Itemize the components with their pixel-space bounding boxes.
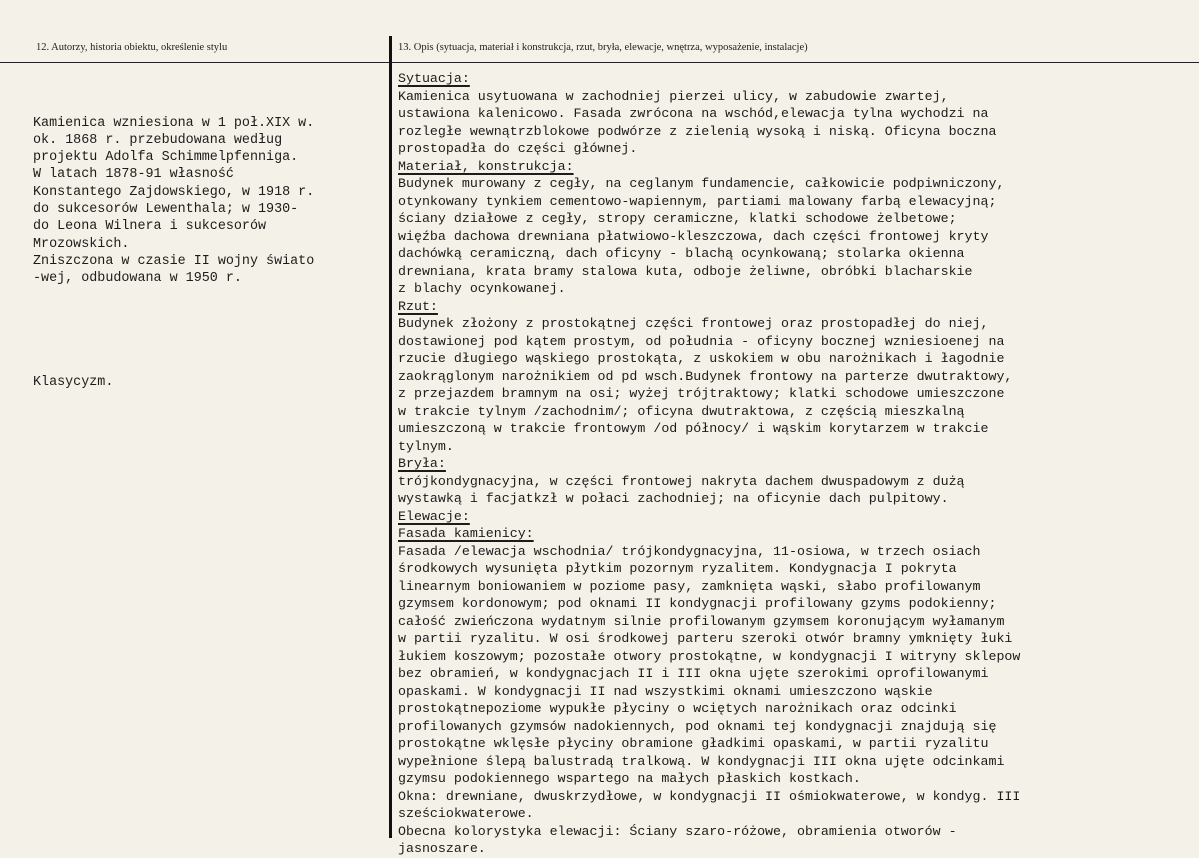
description-line: środkowych wysunięta płytkim pozornym ryzalitem. Kondygnacja I pokryta bbox=[398, 561, 957, 576]
description-line: trójkondygnacyjna, w części frontowej nakryta dachem dwuspadowym z dużą bbox=[398, 473, 965, 489]
history-line: do Leona Wilnera i sukcesorów bbox=[33, 219, 267, 235]
description-column bbox=[398, 70, 1198, 858]
form-header bbox=[0, 0, 1199, 63]
description-line: Kamienica usytuowana w zachodniej pierzei ulicy, w zabudowie zwartej, bbox=[398, 88, 949, 104]
description-line: Budynek złożony z prostokątnej części frontowej oraz prostopadłej do niej, bbox=[398, 316, 989, 331]
history-line: Zniszczona w czasie II wojny świato bbox=[33, 253, 315, 269]
description-line: z przejazdem bramnym na osi; wyżej trójtraktowy; klatki schodowe umieszczone bbox=[398, 386, 1005, 401]
description-line: prostopadła do części głównej. bbox=[398, 141, 638, 156]
description-line: umieszczoną w trakcie frontowym /od północy/ i wąskim korytarzem w trakcie bbox=[398, 421, 989, 436]
column-divider bbox=[389, 36, 392, 838]
description-line: profilowanych gzymsów nadokiennych, pod oknami tej kondygnacji znajdują się bbox=[398, 718, 997, 734]
history-line: ok. 1868 r. przebudowana według bbox=[33, 132, 283, 148]
description-line: rozległe wewnątrzblokowe podwórze z zielenią wysoką i niską. Oficyna boczna bbox=[398, 123, 997, 139]
field-12-label: 12. Autorzy, historia obiektu, określenie stylu bbox=[36, 42, 228, 53]
description-line: z blachy ocynkowanej. bbox=[398, 281, 566, 296]
description-line: w partii ryzalitu. W osi środkowej parteru szeroki otwór bramny ymknięty łuki bbox=[398, 631, 1013, 646]
section-heading: Materiał, konstrukcja: bbox=[398, 158, 574, 174]
description-line: prostokątne wklęsłe płyciny obramione gładkimi opaskami, w partii ryzalitu bbox=[398, 736, 989, 751]
description-line: drewniana, krata bramy stalowa kuta, odboje żeliwne, obróbki blacharskie bbox=[398, 263, 973, 279]
description-line: jasnoszare. bbox=[398, 841, 486, 856]
description-line: więźba dachowa drewniana płatwiowo-kleszczowa, dach części frontowej kryty bbox=[398, 228, 989, 244]
history-column bbox=[33, 80, 385, 426]
history-line: W latach 1878-91 własność bbox=[33, 167, 234, 183]
history-line: Konstantego Zajdowskiego, w 1918 r. bbox=[33, 184, 315, 200]
section-heading: Bryła: bbox=[398, 456, 446, 471]
description-line: opaskami. W kondygnacji II nad wszystkimi oknami umieszczono wąskie bbox=[398, 683, 933, 699]
history-line: do sukcesorów Lewenthala; w 1930- bbox=[33, 202, 299, 218]
description-line: sześciokwaterowe. bbox=[398, 806, 534, 821]
field-13-label: 13. Opis (sytuacja, materiał i konstrukcja, rzut, bryła, elewacje, wnętrza, wyposażenie, instalacje) bbox=[398, 42, 808, 53]
description-line: Budynek murowany z cegły, na ceglanym fundamencie, całkowicie podpiwniczony, bbox=[398, 176, 1005, 191]
description-line: Fasada /elewacja wschodnia/ trójkondygnacyjna, 11-osiowa, w trzech osiach bbox=[398, 543, 981, 559]
description-line: prostokątnepoziome wypukłe płyciny o wciętych narożnikach oraz odcinki bbox=[398, 701, 957, 716]
history-line: Kamienica wzniesiona w 1 poł.XIX w. bbox=[33, 115, 315, 131]
description-line: całość zwieńczona wydatnym silnie profilowanym gzymsem koronującym wyłamanym bbox=[398, 613, 1005, 629]
description-line: wystawką i facjatkzł w połaci zachodniej; na oficynie dach pulpitowy. bbox=[398, 491, 949, 506]
description-line: ustawiona kalenicowo. Fasada zwrócona na wschód,elewacja tylna wychodzi na bbox=[398, 106, 989, 121]
section-heading: Rzut: bbox=[398, 298, 438, 314]
description-line: ściany działowe z cegły, stropy ceramiczne, klatki schodowe żelbetowe; bbox=[398, 211, 957, 226]
description-line: Obecna kolorystyka elewacji: Ściany szaro-różowe, obramienia otworów - bbox=[398, 823, 957, 839]
description-line: dostawionej pod kątem prostym, od południa - oficyny bocznej wzniesioenej na bbox=[398, 333, 1005, 349]
description-line: rzucie długiego wąskiego prostokąta, z uskokiem w obu narożnikach i łagodnie bbox=[398, 351, 1005, 366]
description-line: gzymsu podokiennego wspartego na małych płaskich kostkach. bbox=[398, 771, 861, 786]
history-text bbox=[33, 115, 385, 288]
description-line: dachówką ceramiczną, dach oficyny - blachą ocynkowaną; stolarka okienna bbox=[398, 246, 965, 261]
section-heading: Fasada kamienicy: bbox=[398, 526, 534, 541]
section-heading: Elewacje: bbox=[398, 508, 470, 524]
description-line: tylnym. bbox=[398, 438, 454, 454]
style-text: Klasycyzm. bbox=[33, 375, 114, 391]
description-line: Okna: drewniane, dwuskrzydłowe, w kondygnacji II ośmiokwaterowe, w kondyg. III bbox=[398, 788, 1021, 804]
section-heading: Sytuacja: bbox=[398, 71, 470, 86]
description-line: linearnym boniowaniem w poziome pasy, zamknięta wąski, słabo profilowanym bbox=[398, 578, 981, 594]
description-line: w trakcie tylnym /zachodnim/; oficyna dwutraktowa, z częścią mieszkalną bbox=[398, 403, 965, 419]
history-line: Mrozowskich. bbox=[33, 236, 130, 252]
description-line: gzymsem kordonowym; pod oknami II kondygnacji profilowany gzyms podokienny; bbox=[398, 596, 997, 611]
history-line: -wej, odbudowana w 1950 r. bbox=[33, 271, 242, 287]
description-line: łukiem koszowym; pozostałe otwory prostokątne, w kondygnacji I witryny sklepow bbox=[398, 648, 1021, 664]
description-line: zaokrąglonym narożnikiem od pd wsch.Budynek frontowy na parterze dwutraktowy, bbox=[398, 368, 1013, 384]
description-line: otynkowany tynkiem cementowo-wapiennym, partiami malowany farbą elewacyjną; bbox=[398, 193, 997, 209]
description-line: wypełnione ślepą balustradą tralkową. W kondygnacji III okna ujęte odcinkami bbox=[398, 753, 1005, 769]
description-line: bez obramień, w kondygnacjach II i III okna ujęte szerokimi oprofilowanymi bbox=[398, 666, 989, 681]
history-line: projektu Adolfa Schimmelpfenniga. bbox=[33, 150, 299, 166]
